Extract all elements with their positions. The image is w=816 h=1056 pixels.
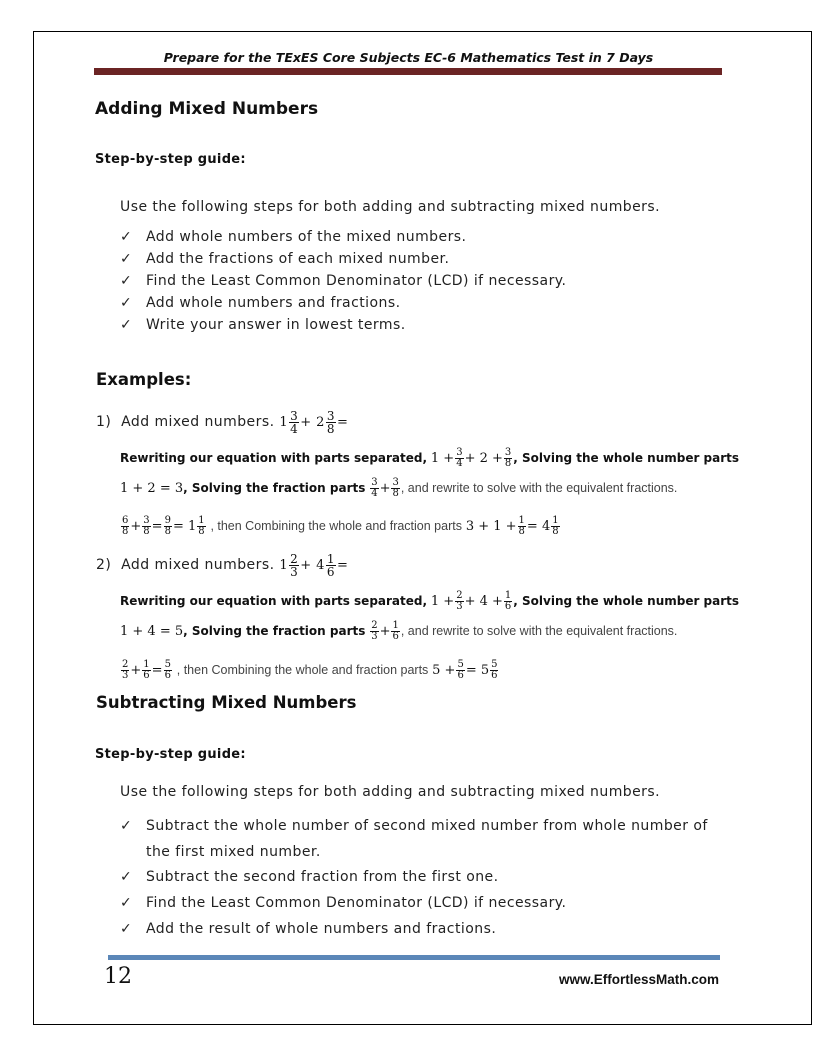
example-1-line-2: 1 + 2 = 3, Solving the fraction parts $\frac{3}{4}$ + $\frac{3}{8}$ , and rewrite to solve with the equivalent fractions. bbox=[120, 477, 678, 499]
checkmark-icon: ✓ bbox=[120, 295, 133, 311]
footer-rule bbox=[108, 955, 720, 960]
intro-adding: Use the following steps for both adding and subtracting mixed numbers. bbox=[120, 199, 661, 215]
checkmark-icon: ✓ bbox=[120, 317, 133, 333]
step-item: ✓ Write your answer in lowest terms. bbox=[120, 317, 406, 333]
example-2-equation: 1 $\frac{2}{3}$ + 4 $\frac{1}{6}$ = bbox=[279, 552, 349, 579]
section-title-subtracting: Subtracting Mixed Numbers bbox=[96, 693, 357, 712]
step-item: ✓ Add the result of whole numbers and fractions. bbox=[120, 921, 497, 937]
step-item: ✓ Add whole numbers of the mixed numbers. bbox=[120, 229, 467, 245]
checkmark-icon: ✓ bbox=[120, 229, 133, 245]
running-header: Prepare for the TExES Core Subjects EC-6 Mathematics Test in 7 Days bbox=[163, 50, 654, 65]
checkmark-icon: ✓ bbox=[120, 869, 133, 885]
step-item: ✓ Subtract the second fraction from the first one. bbox=[120, 869, 499, 885]
checkmark-icon: ✓ bbox=[120, 818, 133, 834]
step-item: ✓ Find the Least Common Denominator (LCD) if necessary. bbox=[120, 273, 567, 289]
step-item: ✓ Subtract the whole number of second mixed number from whole number of bbox=[120, 818, 708, 834]
section-title-adding: Adding Mixed Numbers bbox=[95, 99, 319, 119]
header-rule bbox=[94, 68, 722, 75]
example-1-equation: 1 $\frac{3}{4}$ + 2 $\frac{3}{8}$ = bbox=[279, 409, 349, 436]
example-1-line-3: $\frac{6}{8}$ + $\frac{3}{8}$ = $\frac{9}{8}$ = 1 $\frac{1}{8}$ , then Combining the whole and fraction parts 3 + 1 + $\frac{1}{8}$ = 4 $\frac{1}{8}$ bbox=[122, 515, 559, 537]
step-item: ✓ Add whole numbers and fractions. bbox=[120, 295, 401, 311]
page-number: 12 bbox=[104, 964, 132, 989]
example-2-line-1: Rewriting our equation with parts separated, 1 + $\frac{2}{3}$ + 4 + $\frac{1}{6}$ , Solving the whole number parts bbox=[120, 590, 740, 612]
website-link[interactable]: www.EffortlessMath.com bbox=[558, 972, 719, 987]
checkmark-icon: ✓ bbox=[120, 273, 133, 289]
checkmark-icon: ✓ bbox=[120, 895, 133, 911]
example-2-line-3: $\frac{2}{3}$ + $\frac{1}{6}$ = $\frac{5}{6}$ , then Combining the whole and fraction parts 5 + $\frac{5}{6}$ = 5 $\frac{5}{6}$ bbox=[122, 659, 498, 681]
example-2-prompt: 2) Add mixed numbers. 1 $\frac{2}{3}$ + 4 $\frac{1}{6}$ = bbox=[96, 552, 349, 579]
guide-label-adding: Step-by-step guide: bbox=[95, 152, 246, 167]
intro-subtracting: Use the following steps for both adding and subtracting mixed numbers. bbox=[120, 784, 661, 800]
step-item: ✓ Add the fractions of each mixed number. bbox=[120, 251, 450, 267]
example-2-line-2: 1 + 4 = 5, Solving the fraction parts $\frac{2}{3}$ + $\frac{1}{6}$ , and rewrite to solve with the equivalent fractions. bbox=[120, 620, 678, 642]
examples-title: Examples: bbox=[96, 370, 192, 389]
guide-label-subtracting: Step-by-step guide: bbox=[95, 747, 246, 762]
checkmark-icon: ✓ bbox=[120, 251, 133, 267]
step-item-continuation: the first mixed number. bbox=[146, 844, 321, 860]
example-1-prompt: 1) Add mixed numbers. 1 $\frac{3}{4}$ + 2 $\frac{3}{8}$ = bbox=[96, 409, 349, 436]
step-item: ✓ Find the Least Common Denominator (LCD) if necessary. bbox=[120, 895, 567, 911]
checkmark-icon: ✓ bbox=[120, 921, 133, 937]
example-1-line-1: Rewriting our equation with parts separated, 1 + $\frac{3}{4}$ + 2 + $\frac{3}{8}$ , Solving the whole number parts bbox=[120, 447, 740, 469]
